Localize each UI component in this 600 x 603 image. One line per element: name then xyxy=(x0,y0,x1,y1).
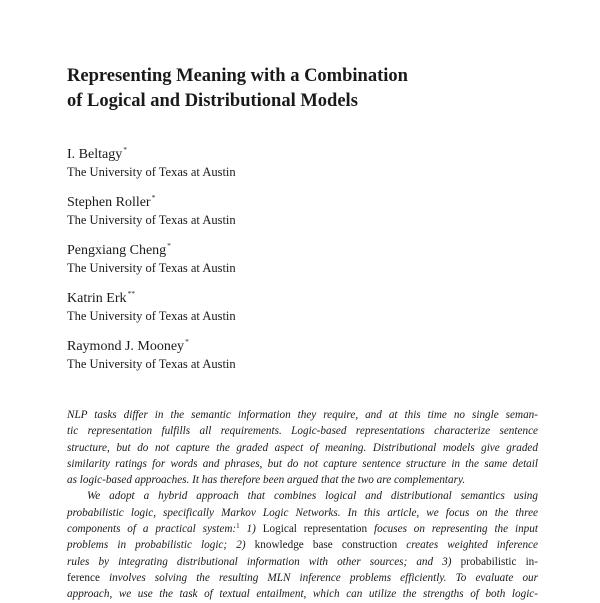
author-affiliation: The University of Texas at Austin xyxy=(67,261,236,275)
abstract-line: NLP tasks differ in the semantic information they require, and at this time no single seman- xyxy=(67,409,538,421)
abstract-text: creates weighted inference xyxy=(397,539,538,552)
author-name-text: Pengxiang Cheng xyxy=(67,243,167,258)
author-block xyxy=(67,194,537,229)
author-mark: * xyxy=(123,145,127,154)
author-name-text: I. Beltagy xyxy=(67,147,123,162)
author-mark: * xyxy=(167,241,171,250)
author-block xyxy=(67,290,537,325)
abstract-line: similarity ratings for words and phrases, but do not capture sentence structure in the same detail xyxy=(67,457,538,470)
abstract-term: knowledge base construction xyxy=(254,539,398,552)
author-affiliation: The University of Texas at Austin xyxy=(67,309,236,323)
author-name-text: Katrin Erk xyxy=(67,291,127,306)
author-block xyxy=(67,146,537,181)
footnote-mark: 1 xyxy=(236,522,240,531)
abstract-line xyxy=(67,521,538,537)
author-name-text: Raymond J. Mooney xyxy=(67,339,185,354)
abstract-line xyxy=(67,554,538,570)
abstract-line xyxy=(67,537,538,553)
abstract-term: ference xyxy=(67,571,100,584)
abstract-line: We adopt a hybrid approach that combines logical and distributional semantics using xyxy=(87,490,538,503)
author-name xyxy=(67,290,537,307)
abstract-text: components of a practical system: xyxy=(67,523,237,536)
title-line-2: of Logical and Distributional Models xyxy=(67,91,358,111)
abstract-term: Logical representation xyxy=(262,523,368,536)
author-mark: * xyxy=(185,337,189,346)
author-name xyxy=(67,338,537,355)
title-line-1: Representing Meaning with a Combination xyxy=(67,66,408,86)
abstract-text: 1) xyxy=(239,523,263,536)
abstract-text: problems in probabilistic logic; 2) xyxy=(67,539,255,552)
author-affiliation: The University of Texas at Austin xyxy=(67,357,236,371)
author-affiliation: The University of Texas at Austin xyxy=(67,213,236,227)
author-mark: * xyxy=(151,193,156,202)
author-name xyxy=(67,242,537,259)
abstract-text: rules by integrating distributional information with other sources; and 3) xyxy=(67,555,461,568)
author-block xyxy=(67,242,537,277)
author-mark: ** xyxy=(127,289,135,298)
author-affiliation: The University of Texas at Austin xyxy=(67,165,236,179)
author-name xyxy=(67,146,537,163)
author-name xyxy=(67,194,537,211)
abstract xyxy=(67,407,538,603)
abstract-line: structure, but do not capture the graded aspect of meaning. Distributional models give graded xyxy=(67,441,538,454)
abstract-line xyxy=(67,570,538,586)
abstract-line: tic representation fulfills all requirements. Logic-based representations characterize sentence xyxy=(67,425,538,438)
abstract-line: probabilistic logic, specifically Markov Logic Networks. In this article, we focus on the three xyxy=(67,506,538,519)
author-name-text: Stephen Roller xyxy=(67,195,151,210)
abstract-term: probabilistic in- xyxy=(460,555,539,568)
abstract-text: focuses on representing the input xyxy=(367,523,538,536)
abstract-line: as logic-based approaches. It has therefore been argued that the two are complementary. xyxy=(67,474,466,487)
abstract-line: approach, we use the task of textual entailment, which can utilize the strengths of both logic- xyxy=(67,588,538,601)
author-block xyxy=(67,338,537,373)
paper-title xyxy=(67,64,537,114)
abstract-text: involves solving the resulting MLN inference problems efficiently. To evaluate our xyxy=(99,571,538,584)
